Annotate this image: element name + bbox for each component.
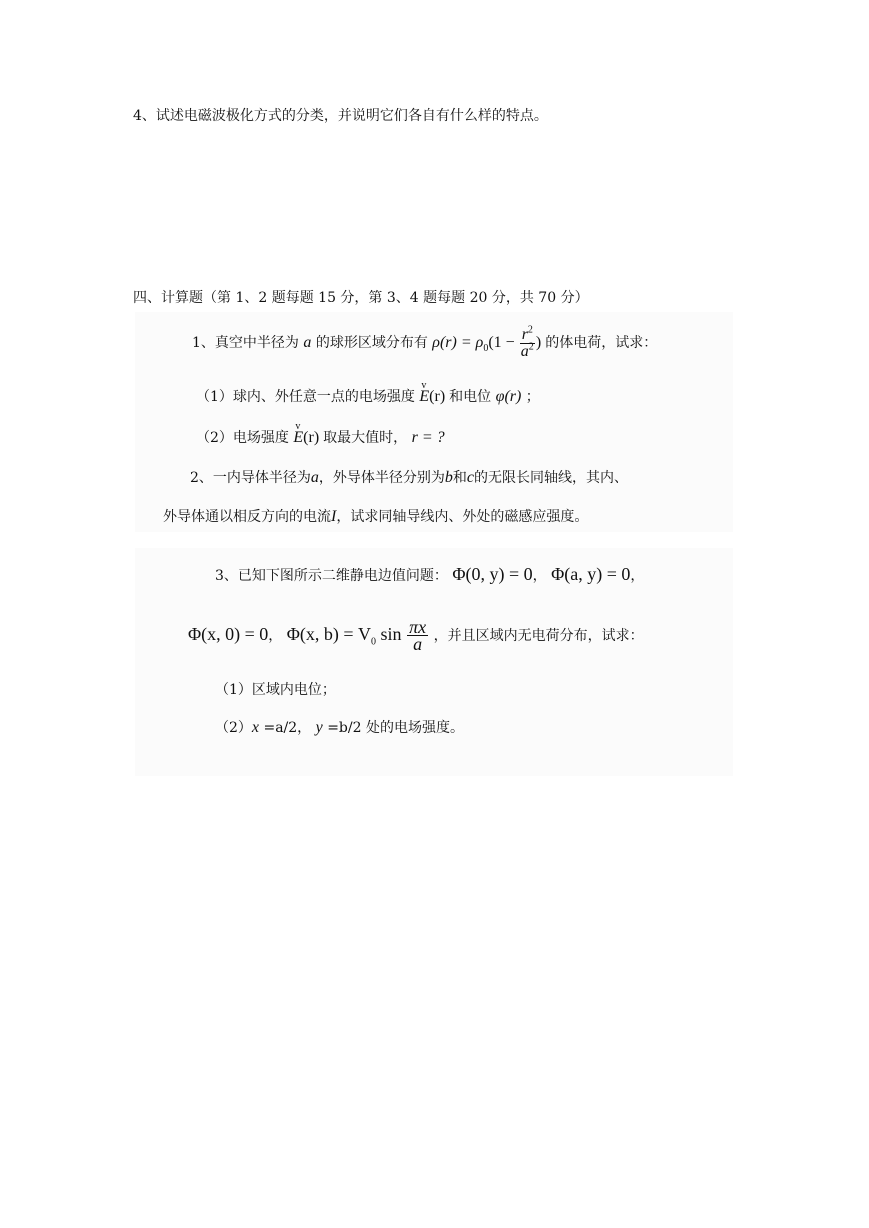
- problem-2-var-a: a: [310, 469, 319, 486]
- problem-3-part-2: [215, 718, 464, 738]
- frac-den-sup: 2: [528, 341, 534, 353]
- part-1-mid: 和电位: [449, 389, 492, 405]
- problem-3-part-2-yval: =b/2: [322, 720, 362, 736]
- problem-3-line-2: [188, 614, 644, 656]
- problem-3-sep1: ，: [532, 568, 547, 584]
- frac-den: a: [520, 343, 529, 360]
- part-2-eq: r = ?: [411, 429, 445, 446]
- problem-3-bc2: Φ(a, y) = 0: [551, 564, 631, 584]
- frac-num: r: [521, 326, 528, 343]
- problem-3-bc3: Φ(x, 0) = 0: [188, 624, 269, 644]
- formula-paren: (1 −: [488, 334, 515, 352]
- problem-1-var-a: a: [303, 334, 312, 352]
- formula-close: ): [535, 334, 542, 352]
- problem-3-part-2-prefix: （2）: [215, 720, 252, 736]
- problem-1-tail: 的体电荷，试求：: [545, 335, 658, 352]
- bc4-den: a: [413, 634, 423, 655]
- problem-2-text-e: 外导体通以相反方向的电流: [163, 509, 331, 525]
- bc4-num: πx: [409, 617, 427, 638]
- problem-3-part-1-text: （1）区域内电位；: [215, 682, 336, 698]
- part-2-E: E: [293, 429, 304, 446]
- problem-2-line-1: [190, 468, 628, 488]
- problem-2-text-b: ，外导体半径分别为: [318, 470, 445, 486]
- problem-2-text-d: 的无限长同轴线，其内、: [474, 470, 629, 486]
- problem-2-text-f: ，试求同轴导线内、外处的磁感应强度。: [336, 509, 589, 525]
- part-2-r: (r): [303, 429, 320, 446]
- problem-2-line-2: [163, 507, 588, 527]
- problem-2-text-a: 2、一内导体半径为: [190, 470, 311, 486]
- problem-3-part-2-xval: =a/2，: [259, 720, 312, 736]
- problem-3-part-1: [215, 680, 336, 700]
- problem-2-text-c: 和: [452, 470, 467, 486]
- vector-mark: v: [295, 421, 301, 432]
- part-2-mid: 取最大值时，: [323, 430, 408, 446]
- problem-3-part-2-y: y: [315, 719, 323, 736]
- problem-1-part-1: [196, 380, 540, 407]
- problem-3-sep2: ，: [630, 568, 645, 584]
- part-1-E: E: [419, 388, 430, 405]
- part-1-r: (r): [429, 388, 446, 405]
- problem-1-mid: 的球形区域分布有: [315, 335, 428, 352]
- section-heading-text: 四、计算题（第 1、2 题每题 15 分，第 3、4 题每题 20 分，共 70 分）: [133, 290, 589, 306]
- problem-1-formula: [432, 324, 545, 360]
- question-4: [133, 106, 548, 126]
- vector-mark: v: [421, 380, 427, 391]
- problem-2-var-I: I: [331, 508, 337, 525]
- part-1-field: [419, 380, 449, 405]
- problem-3-bc4: [286, 617, 434, 655]
- part-2-field: [293, 421, 323, 446]
- part-1-phi: φ(r): [495, 388, 522, 405]
- part-2-prefix: （2）电场强度: [196, 430, 289, 446]
- problem-2-var-c: c: [466, 469, 475, 486]
- problem-1-statement: [192, 324, 658, 360]
- frac-num-sup: 2: [527, 324, 533, 336]
- problem-3-part-2-x: x: [251, 719, 260, 736]
- bc4-fraction: [407, 617, 428, 655]
- formula-lhs: ρ(r) = ρ: [432, 334, 484, 352]
- problem-2-var-b: b: [444, 469, 453, 486]
- bc4-lhs: Φ(x, b) = V: [286, 624, 372, 644]
- bc4-sub: 0: [371, 636, 377, 648]
- problem-3-line-1: [215, 562, 644, 588]
- problem-3-intro: 3、已知下图所示二维静电边值问题：: [215, 568, 448, 584]
- formula-sub0: 0: [483, 343, 489, 355]
- bc4-sin: sin: [380, 624, 402, 644]
- question-4-text: 4、试述电磁波极化方式的分类，并说明它们各自有什么样的特点。: [133, 108, 548, 124]
- section-heading: [133, 288, 589, 308]
- formula-fraction: [520, 324, 535, 360]
- problem-3-part-2-tail: 处的电场强度。: [365, 720, 464, 736]
- problem-3-tail: ，并且区域内无电荷分布，试求：: [433, 628, 644, 644]
- problem-1-intro: 1、真空中半径为: [192, 335, 299, 352]
- part-1-end: ；: [525, 389, 540, 405]
- problem-3-bc1: Φ(0, y) = 0: [452, 564, 533, 584]
- problem-3-sep3: ，: [268, 628, 283, 644]
- part-1-prefix: （1）球内、外任意一点的电场强度: [196, 389, 415, 405]
- problem-1-part-2: [196, 421, 445, 448]
